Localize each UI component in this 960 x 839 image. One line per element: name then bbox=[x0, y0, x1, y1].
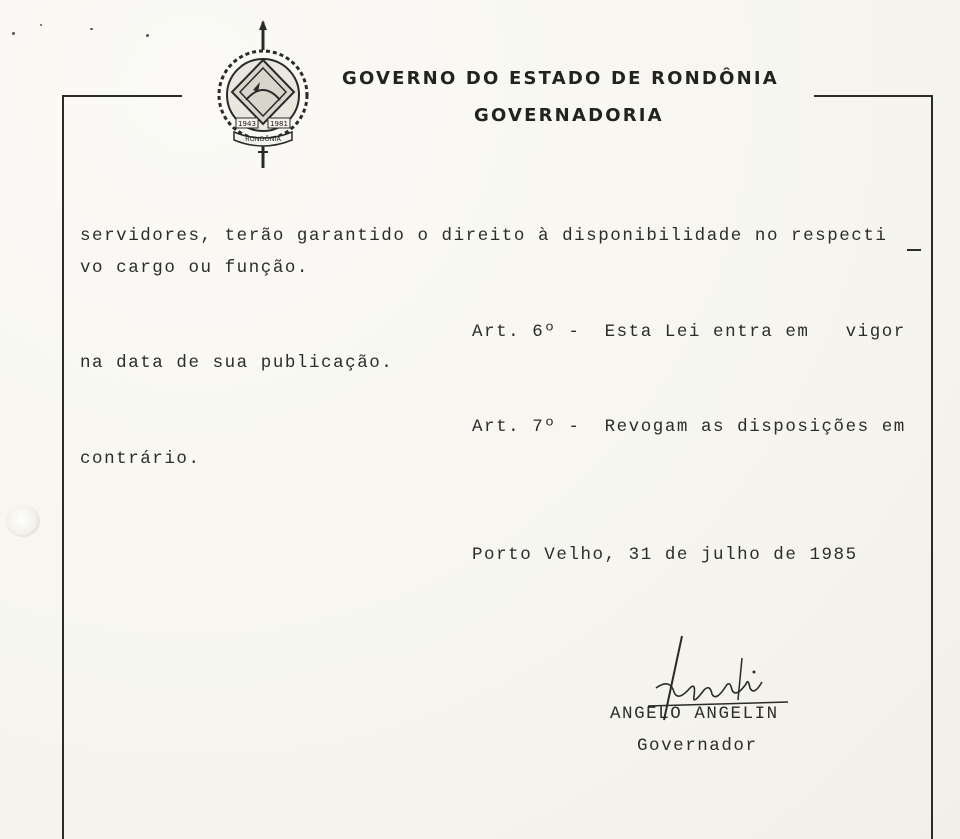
paper-speck bbox=[146, 34, 149, 37]
header-government-title: GOVERNO DO ESTADO DE RONDÔNIA bbox=[342, 68, 779, 89]
hyphen-underline-mark bbox=[907, 249, 921, 251]
article-6-lead: Art. 6º - Esta Lei entra em vigor bbox=[472, 322, 906, 342]
frame-right-line bbox=[931, 95, 933, 839]
article-6-continuation: na data de sua publicação. bbox=[80, 353, 394, 373]
seal-banner-text: RONDÔNIA bbox=[245, 135, 281, 143]
date-place-line: Porto Velho, 31 de julho de 1985 bbox=[472, 545, 858, 565]
header-department-title: GOVERNADORIA bbox=[474, 105, 664, 126]
seal-year-right: 1981 bbox=[270, 120, 288, 128]
signatory-title: Governador bbox=[637, 736, 758, 756]
paper-speck bbox=[12, 32, 15, 35]
seal-year-left: 1943 bbox=[238, 120, 256, 128]
frame-top-right-line bbox=[814, 95, 931, 97]
article-7-lead: Art. 7º - Revogam as disposições em bbox=[472, 417, 906, 437]
frame-left-line bbox=[62, 95, 64, 839]
coat-of-arms-icon bbox=[208, 20, 318, 170]
body-line-1: servidores, terão garantido o direito à disponibilidade no respecti bbox=[80, 226, 888, 246]
paper-speck bbox=[40, 24, 42, 26]
paper-speck bbox=[90, 28, 93, 30]
body-line-2: vo cargo ou função. bbox=[80, 258, 309, 278]
frame-top-left-line bbox=[62, 95, 182, 97]
signatory-name: ANGELO ANGELIN bbox=[610, 704, 779, 724]
article-7-continuation: contrário. bbox=[80, 449, 201, 469]
punch-hole bbox=[6, 505, 40, 537]
